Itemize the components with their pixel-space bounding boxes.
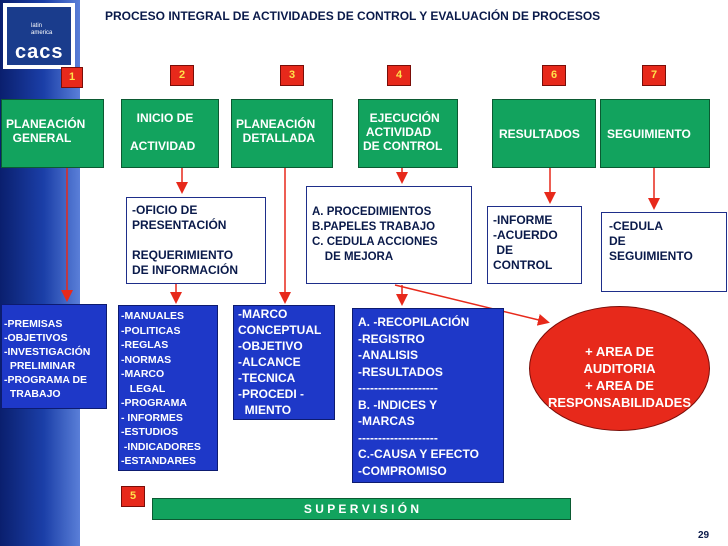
step-number-7: 7 bbox=[642, 65, 666, 86]
slide-title: PROCESO INTEGRAL DE ACTIVIDADES DE CONTROL Y EVALUACIÓN DE PROCESOS bbox=[105, 9, 601, 23]
step-number-3: 3 bbox=[280, 65, 304, 86]
step-number-6: 6 bbox=[542, 65, 566, 86]
doc-informe-acuerdo: -INFORME -ACUERDO DE CONTROL bbox=[487, 206, 582, 284]
step-number-2: 2 bbox=[170, 65, 194, 86]
doc-oficio-presentacion: -OFICIO DE PRESENTACIÓN REQUERIMIENTO DE INFORMACIÓN bbox=[126, 197, 266, 284]
stage-ejecucion-actividad: EJECUCIÓN ACTIVIDAD DE CONTROL bbox=[358, 99, 458, 168]
stage-planeacion-detallada: PLANEACIÓN DETALLADA bbox=[231, 99, 333, 168]
detail-recopilacion: A. -RECOPILACIÓN -REGISTRO -ANALISIS -RESULTADOS -------------------- B. -INDICES Y -MARCAS -------------------- C.-CAUSA Y EFECTO -COMPROMISO bbox=[352, 308, 504, 483]
logo-line2: america bbox=[31, 30, 53, 36]
stage-inicio-actividad: INICIO DE ACTIVIDAD bbox=[121, 99, 219, 168]
detail-premisas: -PREMISAS -OBJETIVOS -INVESTIGACIÓN PRELIMINAR -PROGRAMA DE TRABAJO bbox=[1, 304, 107, 409]
logo-line1: latin bbox=[31, 23, 43, 29]
supervision-bar: S U P E R V I S I Ó N bbox=[152, 498, 571, 520]
logo-brand: cacs bbox=[15, 41, 64, 63]
step-number-5: 5 bbox=[121, 486, 145, 507]
detail-manuales: -MANUALES -POLITICAS -REGLAS -NORMAS -MARCO LEGAL -PROGRAMA - INFORMES -ESTUDIOS -INDICADORES -ESTANDARES bbox=[118, 305, 218, 471]
doc-cedula-seguimiento: -CEDULA DE SEGUIMIENTO bbox=[601, 212, 727, 292]
stage-planeacion-general: PLANEACIÓN GENERAL bbox=[1, 99, 104, 168]
doc-procedimientos: A. PROCEDIMIENTOS B.PAPELES TRABAJO C. CEDULA ACCIONES DE MEJORA bbox=[306, 186, 472, 284]
step-number-4: 4 bbox=[387, 65, 411, 86]
detail-marco-conceptual: -MARCO CONCEPTUAL -OBJETIVO -ALCANCE -TECNICA -PROCEDI - MIENTO bbox=[233, 305, 335, 420]
step-number-1: 1 bbox=[61, 67, 83, 88]
stage-resultados: RESULTADOS bbox=[492, 99, 596, 168]
stage-seguimiento: SEGUIMIENTO bbox=[600, 99, 710, 168]
page-number: 29 bbox=[698, 530, 710, 541]
oval-area-auditoria: + AREA DE AUDITORIA + AREA DE RESPONSABILIDADES bbox=[529, 306, 710, 431]
